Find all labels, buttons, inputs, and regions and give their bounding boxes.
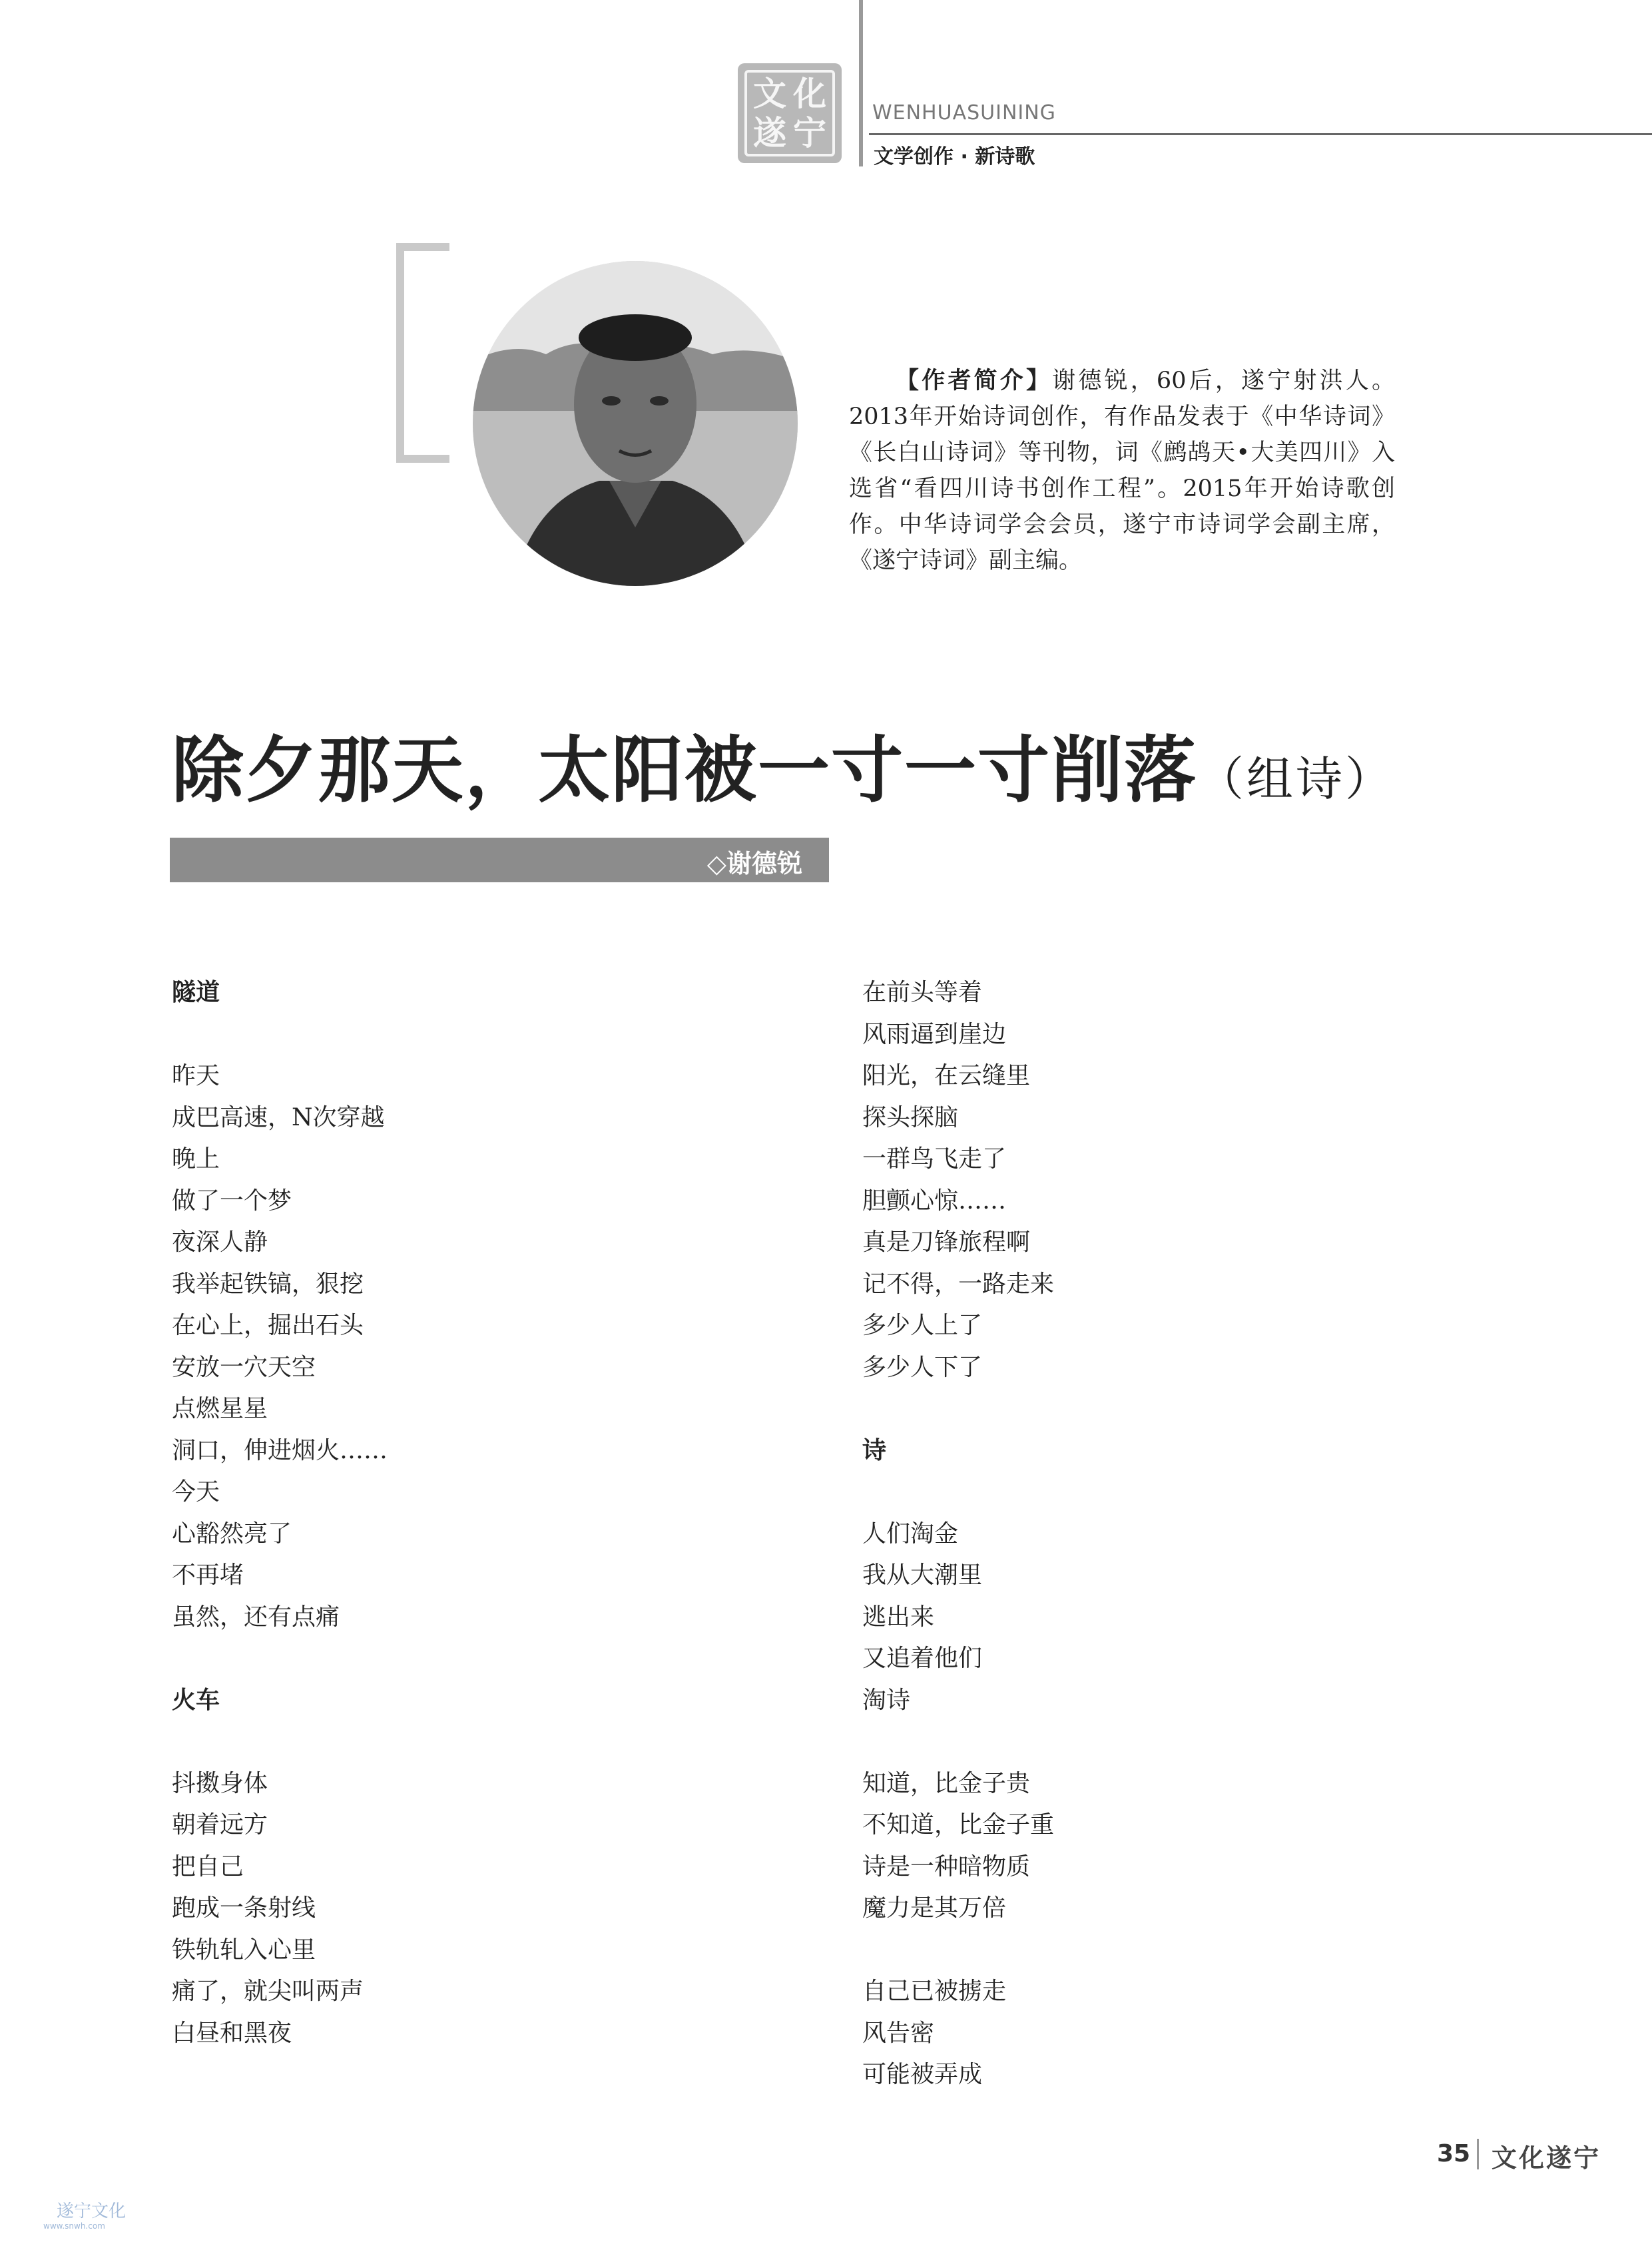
- header-horizontal-rule: [869, 133, 1652, 135]
- header-brand: WENHUASUINING: [872, 101, 1056, 125]
- author-byline: ◇谢德锐: [706, 848, 802, 878]
- title-sub: （组诗）: [1197, 752, 1395, 806]
- page-number: 35: [1437, 2140, 1471, 2167]
- poem-line: 我举起铁镐，狠挖: [172, 1270, 364, 1298]
- poem-line: 成巴高速，N次穿越: [172, 1103, 385, 1131]
- poem-line: 痛了，就尖叫两声: [172, 1978, 364, 2005]
- poem-line: 在前头等着: [862, 979, 983, 1006]
- poem-line: 真是刀锋旅程啊: [862, 1229, 1031, 1256]
- poem-line: 做了一个梦: [172, 1187, 292, 1215]
- article-title: [172, 712, 1394, 816]
- poem-line: [862, 1472, 1462, 1514]
- poem-line: 我从大潮里: [862, 1561, 983, 1589]
- poem-line: 风告密: [862, 2019, 935, 2047]
- poem-line: 把自己: [172, 1852, 244, 1880]
- seal-char: 遂: [753, 113, 786, 152]
- author-portrait-icon: [473, 261, 798, 586]
- poem-line: 记不得，一路走来: [862, 1270, 1055, 1298]
- poem-line: 白昼和黑夜: [172, 2019, 292, 2047]
- poem-line: 抖擞身体: [172, 1769, 268, 1797]
- poem-line: 一群鸟飞走了: [862, 1145, 1007, 1173]
- poem-line: 昨天: [172, 1062, 220, 1089]
- poem-line: 淘诗: [862, 1686, 911, 1714]
- poem-line: 朝着远方: [172, 1811, 268, 1838]
- poem-column-right: [862, 972, 1462, 2096]
- site-watermark: [30, 2197, 156, 2237]
- watermark-text: 遂宁文化: [57, 2201, 127, 2221]
- poem-line: 铁轨轧入心里: [172, 1936, 316, 1964]
- seal-char: 文: [753, 74, 786, 113]
- poem-line: [862, 1930, 1462, 1972]
- poem-line: 逃出来: [862, 1603, 935, 1631]
- poem-line: 点燃星星: [172, 1395, 268, 1422]
- poem-line: 洞口，伸进烟火……: [172, 1436, 388, 1464]
- poem-line: [172, 1721, 771, 1763]
- seal-char: 化: [793, 74, 826, 113]
- footer-brand: 文化遂宁: [1492, 2143, 1601, 2173]
- seal-char: 宁: [793, 113, 826, 152]
- magazine-logo-seal: [738, 63, 842, 163]
- title-main: 除夕那天，太阳被一寸一寸削落: [172, 728, 1198, 812]
- poem-line: 可能被弄成: [862, 2061, 983, 2088]
- poem-line: [862, 1721, 1462, 1763]
- decorative-bracket: [396, 243, 449, 463]
- poem-line: 诗是一种暗物质: [862, 1852, 1031, 1880]
- poem-line: 不知道，比金子重: [862, 1811, 1055, 1838]
- author-bio: [849, 363, 1395, 579]
- footer-separator: [1477, 2139, 1479, 2169]
- poem-column-left: [172, 972, 771, 2054]
- poem-line: 自己已被掳走: [862, 1978, 1007, 2005]
- poem-line: 阳光，在云缝里: [862, 1062, 1031, 1089]
- author-bar: [170, 838, 829, 882]
- poem-line: 虽然，还有点痛: [172, 1603, 340, 1631]
- poem-line: 知道，比金子贵: [862, 1769, 1031, 1797]
- poem-line: 又追着他们: [862, 1645, 983, 1672]
- poem-line: 风雨逼到崖边: [862, 1020, 1007, 1048]
- poem-line: 人们淘金: [862, 1520, 959, 1547]
- poem-heading: 隧道: [172, 979, 220, 1006]
- bio-text: 谢德锐，60后，遂宁射洪人。2013年开始诗词创作，有作品发表于《中华诗词》《长白山诗词》等刊物，词《鹧鸪天•大美四川》入选省“看四川诗书创作工程”。2015年开始诗歌创作。中华诗词学会会员，遂宁市诗词学会副主席，《遂宁诗词》副主编。: [849, 368, 1395, 574]
- header-vertical-rule: [859, 0, 863, 166]
- poem-line: 安放一穴天空: [172, 1353, 316, 1381]
- poem-line: 跑成一条射线: [172, 1894, 316, 1922]
- poem-line: 今天: [172, 1478, 220, 1506]
- poem-line: [172, 1638, 771, 1680]
- poem-heading: 火车: [172, 1686, 220, 1714]
- poem-line: 探头探脑: [862, 1103, 959, 1131]
- poem-line: [862, 1388, 1462, 1430]
- poem-line: 不再堵: [172, 1561, 244, 1589]
- watermark-url: www.snwh.com: [43, 2221, 105, 2231]
- poem-line: 胆颤心惊……: [862, 1187, 1007, 1215]
- poem-line: 心豁然亮了: [172, 1520, 292, 1547]
- poem-line: 夜深人静: [172, 1229, 268, 1256]
- poem-line: 多少人下了: [862, 1353, 983, 1381]
- author-photo: [473, 261, 798, 586]
- poem-line: 多少人上了: [862, 1312, 983, 1339]
- poem-heading: 诗: [862, 1436, 887, 1464]
- section-label: 文学创作 · 新诗歌: [874, 145, 1035, 168]
- poem-line: 在心上，掘出石头: [172, 1312, 364, 1339]
- seal-characters: [750, 74, 830, 152]
- poem-line: 晚上: [172, 1145, 220, 1173]
- poem-line: [172, 1014, 771, 1056]
- poem-line: 魔力是其万倍: [862, 1894, 1007, 1922]
- bio-tag: 【作者简介】: [896, 367, 1053, 394]
